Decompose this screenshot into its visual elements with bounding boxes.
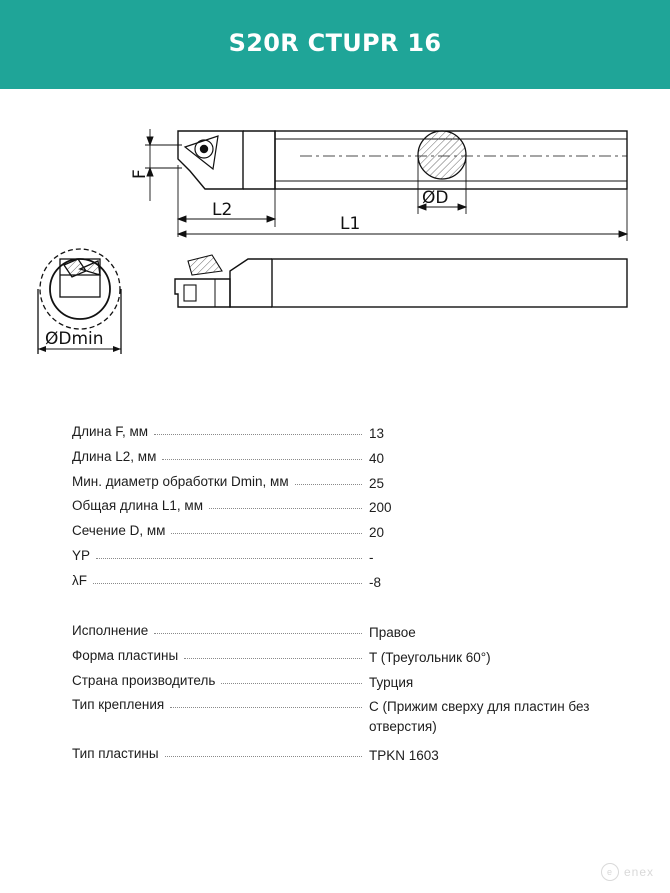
spec-label: Общая длина L1, мм (72, 498, 203, 513)
technical-drawing (0, 89, 670, 389)
property-value: T (Треугольник 60°) (369, 650, 491, 665)
property-row-country (72, 673, 642, 695)
property-label: Тип пластины (72, 746, 159, 761)
property-row-insert-shape (72, 648, 642, 670)
dotted-leader (170, 707, 362, 708)
property-label: Страна производитель (72, 673, 216, 688)
spec-label: Длина F, мм (72, 424, 149, 439)
dotted-leader (162, 459, 362, 460)
label-l1: L1 (340, 214, 361, 234)
brand-logo (601, 863, 654, 881)
spec-row-l1 (72, 498, 642, 520)
dimension-lines (145, 129, 627, 241)
property-row-execution (72, 623, 642, 645)
property-value: Правое (369, 625, 416, 640)
property-value: Турция (369, 675, 414, 690)
spec-label: Длина L2, мм (72, 449, 157, 464)
spec-value: 13 (369, 426, 385, 441)
dotted-leader (96, 558, 362, 559)
dotted-leader (154, 434, 362, 435)
label-d: ØD (422, 188, 449, 208)
spec-value: 40 (369, 451, 385, 466)
property-value: TPKN 1603 (369, 748, 439, 763)
property-row-insert-type (72, 746, 642, 768)
spec-value: -8 (369, 575, 382, 590)
spec-label: Мин. диаметр обработки Dmin, мм (72, 474, 289, 489)
spec-row-lf (72, 573, 642, 595)
dotted-leader (171, 533, 362, 534)
spec-value: 25 (369, 476, 385, 491)
property-label: Исполнение (72, 623, 149, 638)
dotted-leader (93, 583, 362, 584)
property-label: Тип крепления (72, 697, 165, 712)
spec-label: λF (72, 573, 87, 588)
logo-icon: e (601, 863, 619, 881)
property-value: C (Прижим сверху для пластин без отверстия) (369, 699, 590, 734)
dotted-leader (154, 633, 362, 634)
dotted-leader (165, 756, 362, 757)
spec-row-f (72, 424, 642, 446)
spec-value: - (369, 550, 374, 565)
label-l2: L2 (212, 200, 233, 220)
side-view (175, 255, 627, 307)
top-view (178, 131, 627, 189)
property-label: Форма пластины (72, 648, 179, 663)
dotted-leader (184, 658, 362, 659)
property-row-clamping (72, 697, 642, 741)
spec-label: YP (72, 548, 91, 563)
page-header (0, 0, 670, 89)
spec-row-yp (72, 548, 642, 570)
dotted-leader (221, 683, 362, 684)
dotted-leader (209, 508, 362, 509)
spec-row-dmin (72, 474, 642, 496)
spec-row-d (72, 523, 642, 545)
label-f: F (130, 169, 150, 179)
spec-label: Сечение D, мм (72, 523, 166, 538)
page-title: S20R CTUPR 16 (228, 28, 442, 57)
spec-value: 20 (369, 525, 385, 540)
logo-text: enex (623, 865, 654, 879)
spec-row-l2 (72, 449, 642, 471)
spec-value: 200 (369, 500, 392, 515)
dotted-leader (295, 484, 362, 485)
label-dmin: ØDmin (45, 329, 104, 349)
